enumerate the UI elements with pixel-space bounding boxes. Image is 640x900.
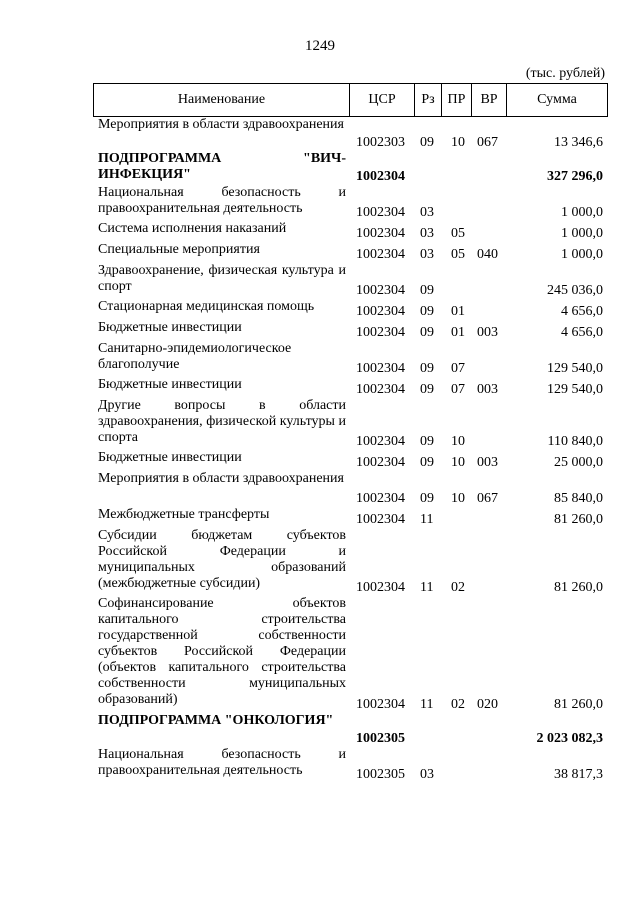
row-name: Субсидии бюджетам субъектов Российской Федерации и муниципальных образований (межбюджетные субсидии)	[98, 528, 346, 591]
row-name: Стационарная медицинская помощь	[98, 299, 315, 314]
row-name: Мероприятия в области здравоохранения	[98, 471, 344, 486]
units-label: (тыс. рублей)	[525, 66, 605, 81]
row-pr: 02	[451, 580, 465, 595]
row-csr: 1002305	[356, 767, 405, 782]
row-rz: 03	[420, 205, 434, 220]
table-row	[93, 242, 608, 263]
row-rz: 09	[420, 325, 434, 340]
row-vr: 040	[477, 247, 498, 262]
row-rz: 03	[420, 247, 434, 262]
header-vr: ВР	[472, 84, 507, 116]
row-sum: 4 656,0	[561, 304, 603, 319]
row-rz: 03	[420, 226, 434, 241]
row-sum: 81 260,0	[554, 580, 603, 595]
table-row	[93, 263, 608, 299]
row-sum: 327 296,0	[547, 169, 603, 184]
row-vr: 003	[477, 382, 498, 397]
row-rz: 09	[420, 283, 434, 298]
row-sum: 1 000,0	[561, 247, 603, 262]
row-pr: 07	[451, 361, 465, 376]
row-csr: 1002304	[356, 247, 405, 262]
row-rz: 09	[420, 361, 434, 376]
row-rz: 09	[420, 304, 434, 319]
row-pr: 05	[451, 226, 465, 241]
row-rz: 03	[420, 767, 434, 782]
row-csr: 1002304	[356, 169, 405, 184]
row-name: ПОДПРОГРАММА "ОНКОЛОГИЯ"	[98, 713, 334, 728]
row-pr: 10	[451, 455, 465, 470]
table-row	[93, 398, 608, 450]
row-csr: 1002304	[356, 325, 405, 340]
row-csr: 1002304	[356, 512, 405, 527]
row-sum: 85 840,0	[554, 491, 603, 506]
row-rz: 09	[420, 382, 434, 397]
row-pr: 01	[451, 304, 465, 319]
row-rz: 09	[420, 455, 434, 470]
table-row	[93, 320, 608, 341]
row-pr: 05	[451, 247, 465, 262]
row-name: Бюджетные инвестиции	[98, 320, 242, 335]
row-sum: 4 656,0	[561, 325, 603, 340]
row-csr: 1002303	[356, 135, 405, 150]
row-vr: 020	[477, 697, 498, 712]
row-csr: 1002304	[356, 226, 405, 241]
row-csr: 1002304	[356, 491, 405, 506]
row-csr: 1002304	[356, 283, 405, 298]
row-pr: 01	[451, 325, 465, 340]
row-name: Система исполнения наказаний	[98, 221, 287, 236]
row-pr: 10	[451, 491, 465, 506]
row-sum: 2 023 082,3	[536, 731, 603, 746]
table-row	[93, 117, 608, 151]
row-rz: 11	[420, 580, 434, 595]
table-header	[93, 83, 608, 117]
table-row	[93, 747, 608, 783]
table-row	[93, 377, 608, 398]
table-row	[93, 341, 608, 377]
row-sum: 129 540,0	[547, 382, 603, 397]
row-name: Мероприятия в области здравоохранения	[98, 117, 344, 132]
row-name: Национальная безопасность и правоохранительная деятельность	[98, 185, 346, 216]
header-pr: ПР	[442, 84, 472, 116]
row-csr: 1002304	[356, 455, 405, 470]
row-name: Другие вопросы в области здравоохранения, физической культуры и спорта	[98, 398, 346, 445]
header-csr: ЦСР	[350, 84, 415, 116]
row-csr: 1002304	[356, 382, 405, 397]
row-sum: 129 540,0	[547, 361, 603, 376]
row-name: Здравоохранение, физическая культура и спорт	[98, 263, 346, 294]
row-sum: 245 036,0	[547, 283, 603, 298]
row-name: Специальные мероприятия	[98, 242, 260, 257]
row-name: Софинансирование объектов капитального строительства государственной собственности субъектов Российской Федерации (объектов капитального строительства собственности муниципальных образований)	[98, 596, 346, 707]
table-row	[93, 596, 608, 713]
row-pr: 10	[451, 135, 465, 150]
row-csr: 1002304	[356, 580, 405, 595]
header-sum: Сумма	[537, 92, 577, 107]
row-pr: 07	[451, 382, 465, 397]
header-name: Наименование	[94, 84, 350, 116]
row-sum: 110 840,0	[547, 434, 603, 449]
row-rz: 11	[420, 697, 434, 712]
row-csr: 1002304	[356, 697, 405, 712]
row-sum: 81 260,0	[554, 697, 603, 712]
page-number: 1249	[305, 38, 335, 54]
row-csr: 1002304	[356, 304, 405, 319]
row-rz: 09	[420, 434, 434, 449]
table-row	[93, 450, 608, 471]
table-row	[93, 151, 608, 185]
row-name: Бюджетные инвестиции	[98, 377, 242, 392]
row-name: Бюджетные инвестиции	[98, 450, 242, 465]
row-name: Санитарно-эпидемиологическое благополучие	[98, 341, 292, 372]
table-row	[93, 713, 608, 747]
row-sum: 25 000,0	[554, 455, 603, 470]
row-vr: 067	[477, 491, 498, 506]
row-sum: 1 000,0	[561, 205, 603, 220]
row-pr: 02	[451, 697, 465, 712]
row-csr: 1002305	[356, 731, 405, 746]
row-sum: 81 260,0	[554, 512, 603, 527]
row-rz: 11	[420, 512, 434, 527]
row-vr: 003	[477, 455, 498, 470]
table-row	[93, 185, 608, 221]
table-row	[93, 221, 608, 242]
row-csr: 1002304	[356, 205, 405, 220]
row-name: ПОДПРОГРАММА "ВИЧ-ИНФЕКЦИЯ"	[98, 151, 346, 182]
row-name: Межбюджетные трансферты	[98, 507, 270, 522]
table-row	[93, 299, 608, 320]
header-rz: Рз	[415, 84, 442, 116]
table-row	[93, 507, 608, 528]
row-csr: 1002304	[356, 361, 405, 376]
row-rz: 09	[420, 135, 434, 150]
row-vr: 067	[477, 135, 498, 150]
row-vr: 003	[477, 325, 498, 340]
table-row	[93, 528, 608, 596]
table-body	[93, 117, 608, 783]
row-pr: 10	[451, 434, 465, 449]
row-sum: 38 817,3	[554, 767, 603, 782]
table-row	[93, 471, 608, 507]
row-name: Национальная безопасность и правоохранительная деятельность	[98, 747, 346, 778]
row-rz: 09	[420, 491, 434, 506]
row-sum: 13 346,6	[554, 135, 603, 150]
row-csr: 1002304	[356, 434, 405, 449]
row-sum: 1 000,0	[561, 226, 603, 241]
